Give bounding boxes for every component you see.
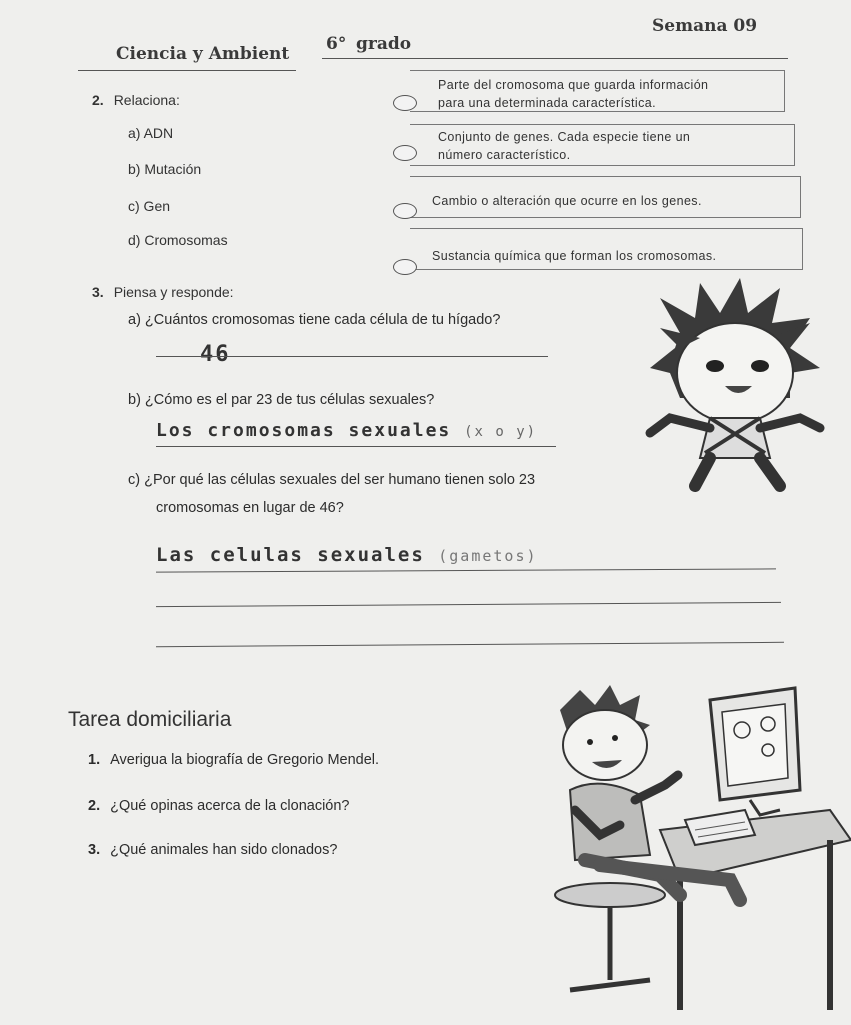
q3-c-question-line1: c) ¿Por qué las células sexuales del ser humano tienen solo 23 bbox=[128, 472, 536, 488]
q3-a-answer-line bbox=[156, 356, 548, 357]
homework-item-2: 2. ¿Qué opinas acerca de la clonación? bbox=[88, 798, 350, 814]
q3-b-answer-line bbox=[156, 446, 556, 447]
q3-c-answer-line-3 bbox=[156, 642, 784, 647]
q3-c-answer: Las celulas sexuales (gametos) bbox=[156, 544, 538, 566]
term-a: a) ADN bbox=[128, 125, 174, 141]
q3-heading: 3. Piensa y responde: bbox=[92, 284, 234, 300]
q3-b-answer: Los cromosomas sexuales (x o y) bbox=[156, 420, 538, 441]
homework-title: Tarea domiciliaria bbox=[68, 708, 232, 731]
subject-title: Ciencia y Ambient bbox=[116, 44, 290, 64]
q3-a-question: a) ¿Cuántos cromosomas tiene cada célula de tu hígado? bbox=[128, 312, 501, 328]
term-d: d) Cromosomas bbox=[128, 232, 228, 248]
term-b: b) Mutación bbox=[128, 161, 202, 177]
subject-underline bbox=[78, 70, 296, 71]
homework-item-1: 1. Averigua la biografía de Gregorio Mendel. bbox=[88, 752, 380, 768]
definition-2: Conjunto de genes. Cada especie tiene un número característico. bbox=[438, 130, 691, 162]
q3-a-answer: 46 bbox=[200, 342, 231, 367]
definition-4: Sustancia química que forman los cromosomas. bbox=[432, 249, 717, 263]
cartoon-boy-illustration bbox=[640, 278, 830, 493]
match-oval-2[interactable] bbox=[393, 145, 417, 161]
q3-c-answer-line-2 bbox=[156, 602, 781, 607]
q3-c-answer-line-1 bbox=[156, 568, 776, 572]
match-oval-1[interactable] bbox=[393, 95, 417, 111]
definition-3: Cambio o alteración que ocurre en los genes. bbox=[432, 194, 702, 208]
match-oval-4[interactable] bbox=[393, 259, 417, 275]
q3-c-question-line2: cromosomas en lugar de 46? bbox=[156, 500, 344, 516]
q3-b-question: b) ¿Cómo es el par 23 de tus células sexuales? bbox=[128, 392, 435, 408]
grade-word: grado bbox=[356, 34, 412, 54]
homework-item-3: 3. ¿Qué animales han sido clonados? bbox=[88, 842, 338, 858]
grade-number: 6° bbox=[326, 34, 347, 54]
boy-at-computer-illustration bbox=[530, 680, 851, 1025]
q2-heading: 2. Relaciona: bbox=[92, 92, 180, 108]
week-label: Semana 09 bbox=[652, 16, 758, 36]
term-c: c) Gen bbox=[128, 198, 171, 214]
definition-1: Parte del cromosoma que guarda información para una determinada característica. bbox=[438, 78, 709, 110]
grade-underline bbox=[322, 58, 788, 59]
match-oval-3[interactable] bbox=[393, 203, 417, 219]
